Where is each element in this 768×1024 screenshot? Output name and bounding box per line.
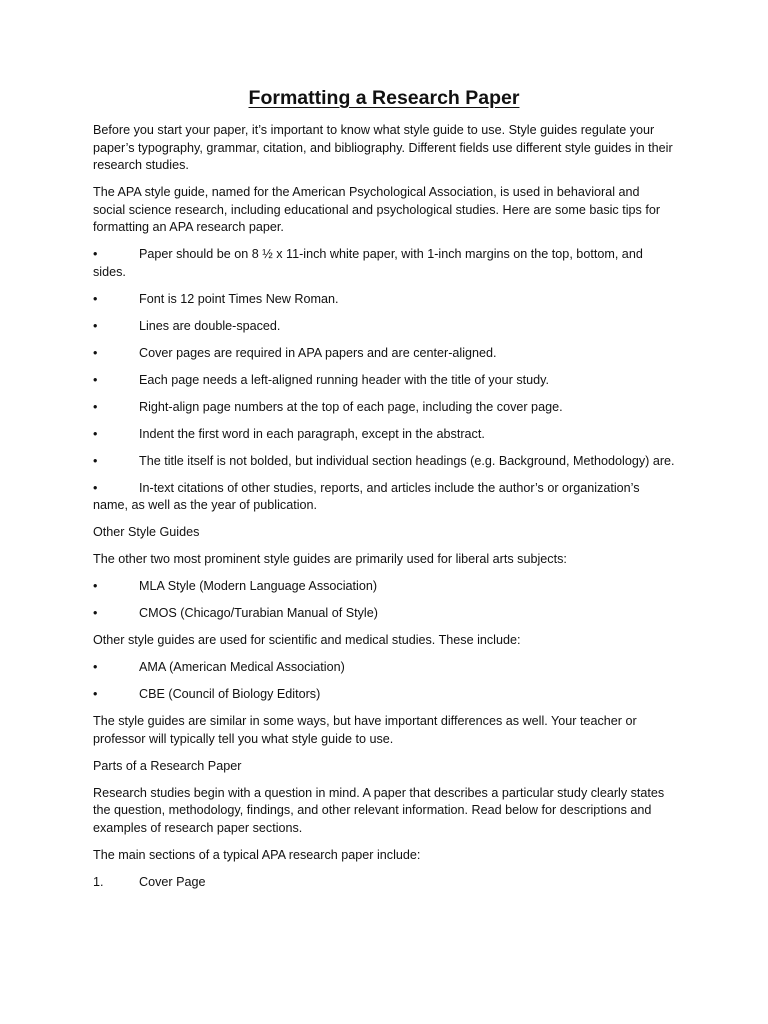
apa-tip-item <box>93 426 675 444</box>
bullet-marker: • <box>93 687 98 701</box>
apa-tip-text: Font is 12 point Times New Roman. <box>139 291 339 306</box>
apa-tip-item <box>93 345 675 363</box>
guide-text: MLA Style (Modern Language Association) <box>139 579 378 593</box>
guide-text: AMA (American Medical Association) <box>139 660 345 674</box>
bullet-marker: • <box>93 318 98 333</box>
sections-intro-paragraph: The main sections of a typical APA research paper include: <box>93 847 421 862</box>
differences-paragraph: The style guides are similar in some ways, but have important differences as well. Your teacher or professor will typically tell you what style guide to use. <box>93 714 637 746</box>
list-number: 1. <box>93 874 104 889</box>
science-intro-paragraph: Other style guides are used for scientific and medical studies. These include: <box>93 633 521 647</box>
apa-tip-text: Paper should be on 8 ½ x 11-inch white paper, with 1-inch margins on the top, bottom, and sides. <box>93 247 643 279</box>
bullet-marker: • <box>93 345 98 360</box>
apa-tip-text: In-text citations of other studies, reports, and articles include the author’s or organization’s name, as well as the year of publication. <box>93 480 640 512</box>
section-label: Cover Page <box>139 874 206 889</box>
bullet-marker: • <box>93 399 98 414</box>
apa-intro-paragraph: The APA style guide, named for the American Psychological Association, is used in behavioral and social science research, including educational and psychological studies. Here are some basic tips for formatting an APA research paper. <box>93 185 661 234</box>
science-guide-item <box>93 686 675 704</box>
apa-tip-item <box>93 480 675 515</box>
apa-tip-text: The title itself is not bolded, but individual section headings (e.g. Background, Methodology) are. <box>139 453 675 468</box>
apa-tip-text: Each page needs a left-aligned running header with the title of your study. <box>139 372 550 387</box>
liberal-arts-guide-item <box>93 578 675 596</box>
apa-tip-text: Indent the first word in each paragraph, except in the abstract. <box>139 426 485 441</box>
apa-tip-item <box>93 291 675 309</box>
parts-heading: Parts of a Research Paper <box>93 758 242 773</box>
apa-tip-item <box>93 246 675 281</box>
bullet-marker: • <box>93 291 98 306</box>
apa-tip-item <box>93 399 675 417</box>
bullet-marker: • <box>93 247 98 261</box>
apa-tip-item <box>93 453 675 471</box>
intro-paragraph: Before you start your paper, it’s important to know what style guide to use. Style guides regulate your paper’s typography, grammar, citation, and bibliography. Different fields use different style guides in their research studies. <box>93 123 673 172</box>
bullet-marker: • <box>93 660 98 674</box>
parts-intro-paragraph: Research studies begin with a question in mind. A paper that describes a particular study clearly states the question, methodology, findings, and other relevant information. Read below for descriptions and examples of research paper sections. <box>93 785 665 835</box>
section-list-item <box>93 874 675 892</box>
bullet-marker: • <box>93 480 98 495</box>
liberal-arts-guide-item <box>93 605 675 623</box>
guide-text: CBE (Council of Biology Editors) <box>139 687 321 701</box>
other-style-guides-heading: Other Style Guides <box>93 525 200 539</box>
apa-tip-item <box>93 318 675 336</box>
bullet-marker: • <box>93 426 98 441</box>
page-title: Formatting a Research Paper <box>248 87 520 109</box>
bullet-marker: • <box>93 372 98 387</box>
science-guide-item <box>93 659 675 677</box>
bullet-marker: • <box>93 453 98 468</box>
bullet-marker: • <box>93 579 98 593</box>
apa-tip-text: Lines are double-spaced. <box>139 318 281 333</box>
apa-tip-text: Cover pages are required in APA papers and are center-aligned. <box>139 345 497 360</box>
guide-text: CMOS (Chicago/Turabian Manual of Style) <box>139 606 378 620</box>
other-intro-paragraph: The other two most prominent style guides are primarily used for liberal arts subjects: <box>93 552 567 566</box>
apa-tip-item <box>93 372 675 390</box>
bullet-marker: • <box>93 606 98 620</box>
apa-tip-text: Right-align page numbers at the top of each page, including the cover page. <box>139 399 563 414</box>
